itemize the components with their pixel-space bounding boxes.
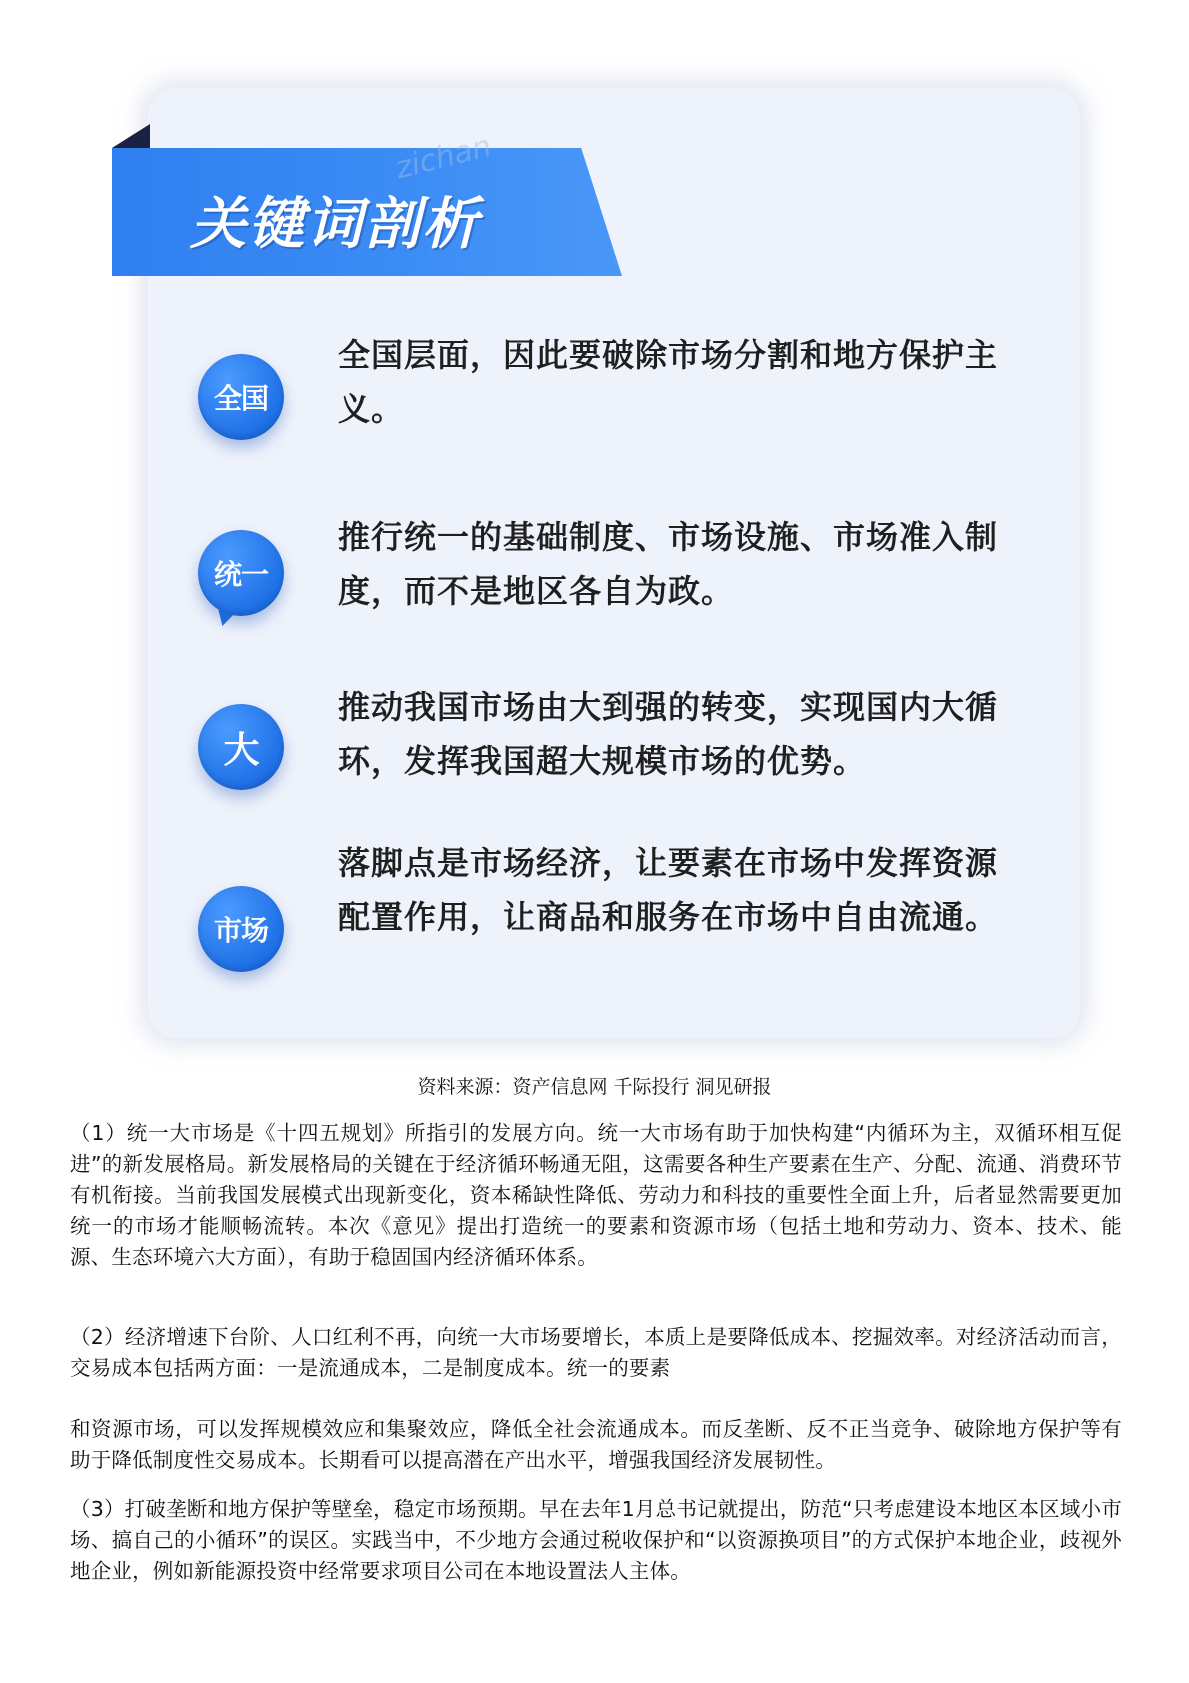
keyword-badge-tongyi: 统一 [198, 530, 284, 616]
banner-fold [112, 124, 150, 148]
infographic-title: 关键词剖析 [190, 192, 480, 257]
source-caption: 资料来源：资产信息网 千际投行 洞见研报 [417, 1076, 772, 1098]
keyword-text-da: 推动我国市场由大到强的转变，实现国内大循环，发挥我国超大规模市场的优势。 [338, 688, 999, 780]
keyword-badge-da: 大 [198, 704, 284, 790]
keyword-badge-quanguo: 全国 [198, 354, 284, 440]
paragraph-4: （3）打破垄断和地方保护等壁垒，稳定市场预期。早在去年1月总书记就提出，防范“只考虑建设本地区本区域小市场、搞自己的小循环”的误区。实践当中，不少地方会通过税收保护和“以资源换项目”的方式保护本地企业，歧视外地企业，例如新能源投资中经常要求项目公司在本地设置法人主体。 [70, 1497, 1122, 1583]
keyword-badge-shichang: 市场 [198, 886, 284, 972]
paragraph-1: （1）统一大市场是《十四五规划》所指引的发展方向。统一大市场有助于加快构建“内循环为主，双循环相互促进”的新发展格局。新发展格局的关键在于经济循环畅通无阻，这需要各种生产要素在生产、分配、流通、消费环节有机衔接。当前我国发展模式出现新变化，资本稀缺性降低、劳动力和科技的重要性全面上升，后者显然需要更加统一的市场才能顺畅流转。本次《意见》提出打造统一的要素和资源市场（包括土地和劳动力、资本、技术、能源、生态环境六大方面），有助于稳固国内经济循环体系。 [70, 1121, 1122, 1269]
paragraph-2: （2）经济增速下台阶、人口红利不再，向统一大市场要增长，本质上是要降低成本、挖掘效率。对经济活动而言，交易成本包括两方面：一是流通成本，二是制度成本。统一的要素 [70, 1325, 1122, 1380]
keyword-text-shichang: 落脚点是市场经济，让要素在市场中发挥资源配置作用，让商品和服务在市场中自由流通。 [338, 844, 999, 936]
keyword-text-tongyi: 推行统一的基础制度、市场设施、市场准入制度，而不是地区各自为政。 [338, 518, 999, 610]
paragraph-3: 和资源市场，可以发挥规模效应和集聚效应，降低全社会流通成本。而反垄断、反不正当竞争、破除地方保护等有助于降低制度性交易成本。长期看可以提高潜在产出水平，增强我国经济发展韧性。 [70, 1417, 1122, 1472]
keyword-text-quanguo: 全国层面，因此要破除市场分割和地方保护主义。 [338, 336, 999, 428]
watermark: zichan [392, 128, 495, 187]
